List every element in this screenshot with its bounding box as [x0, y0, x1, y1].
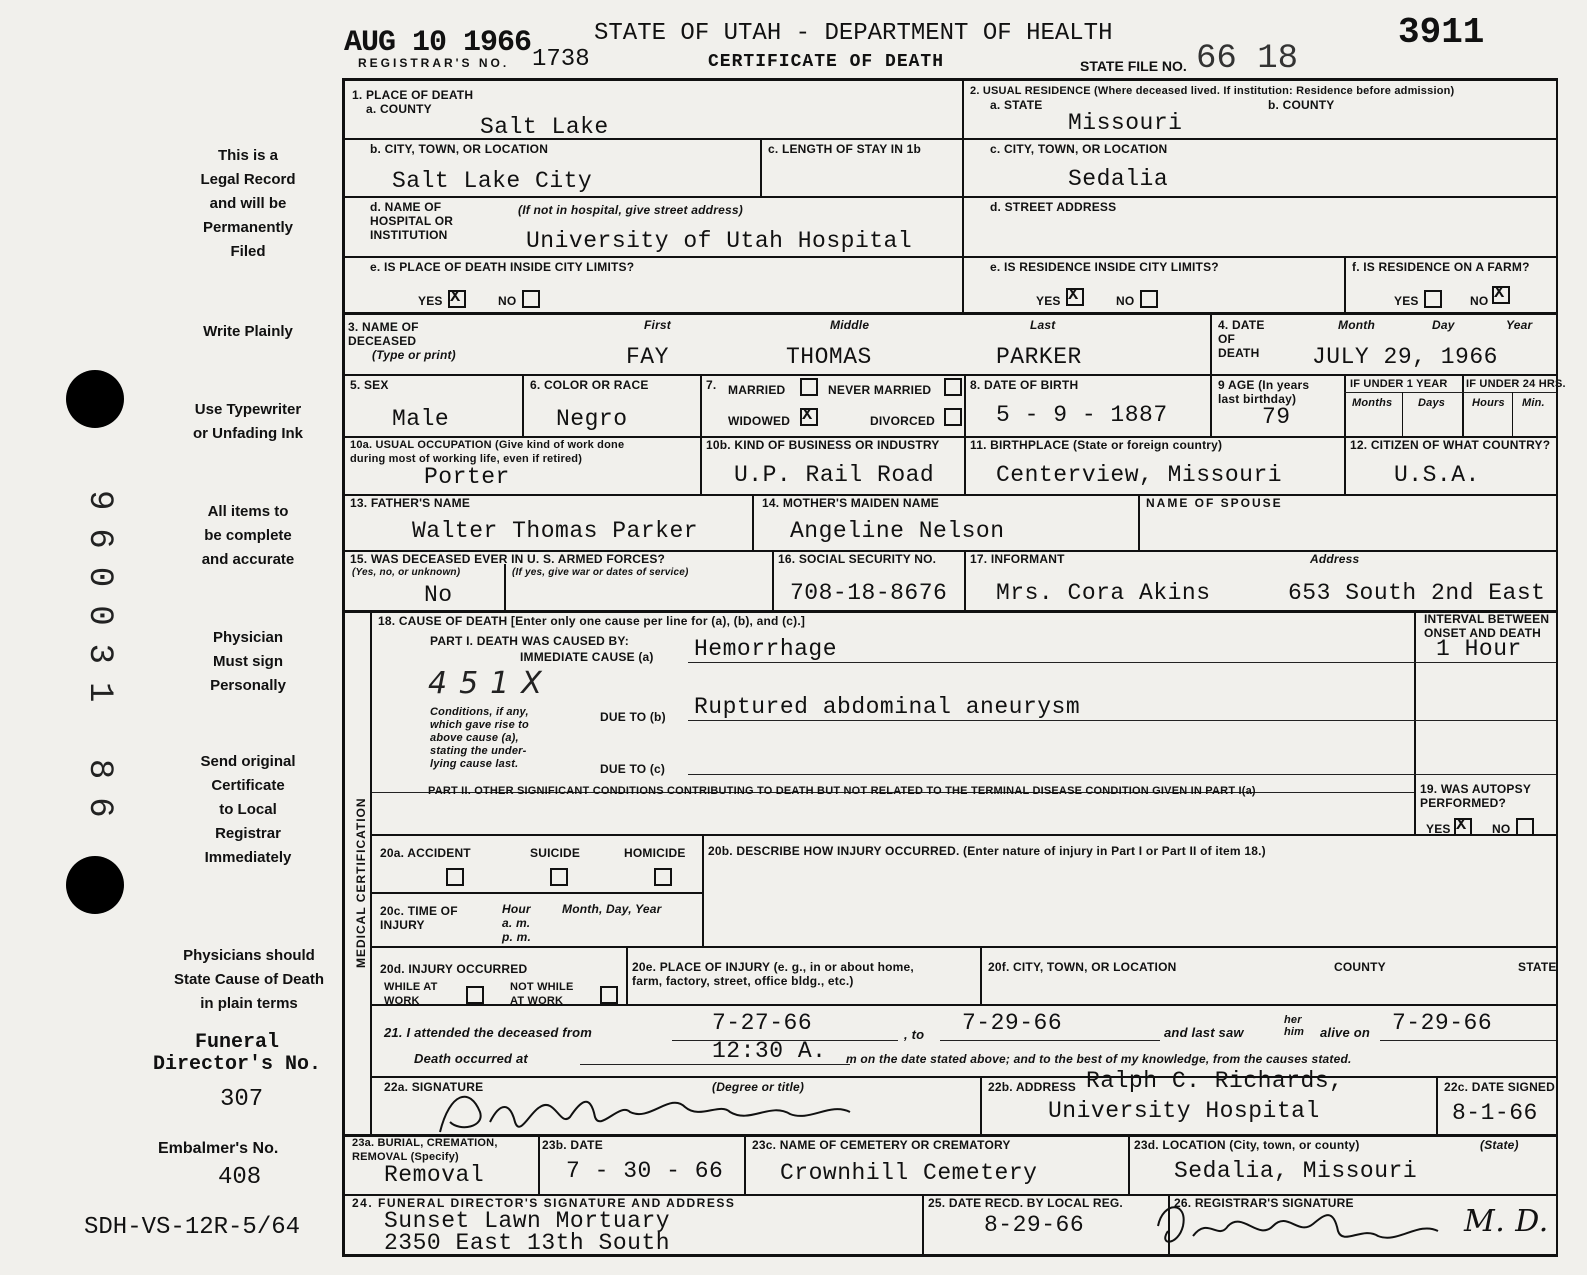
homicide-checkbox[interactable] — [654, 868, 672, 886]
label-degree: (Degree or title) — [712, 1080, 805, 1094]
funeral-director-no: 307 — [220, 1086, 264, 1113]
never-married-checkbox[interactable] — [944, 378, 962, 396]
label-type-or-print: (Type or print) — [372, 348, 456, 362]
divider — [700, 436, 702, 494]
label-married: MARRIED — [728, 383, 786, 397]
label-disposition: 23a. BURIAL, CREMATION, REMOVAL (Specify) — [352, 1137, 498, 1163]
label-res-in-city-limits: e. IS RESIDENCE INSIDE CITY LIMITS? — [990, 260, 1219, 274]
label-accident: 20a. ACCIDENT — [380, 846, 471, 860]
divider — [980, 946, 982, 1004]
label-immediate-cause: IMMEDIATE CAUSE (a) — [520, 650, 654, 664]
no-label: NO — [1492, 822, 1511, 836]
label-place-of-death: 1. PLACE OF DEATH — [352, 88, 474, 102]
autopsy-yes-checkbox[interactable] — [1454, 818, 1472, 836]
sidebar-legal-record: This is a Legal Record and will be Permanently Filed — [200, 147, 296, 260]
label-res-state: a. STATE — [990, 98, 1043, 112]
label-min: Min. — [1522, 397, 1545, 409]
value-res-city: Sedalia — [1068, 166, 1169, 192]
label-alive-on: alive on — [1320, 1025, 1371, 1040]
registrar-number: 1738 — [532, 46, 590, 73]
label-date-of-birth: 8. DATE OF BIRTH — [970, 378, 1079, 392]
divider — [1414, 720, 1556, 721]
punch-hole-bottom — [66, 856, 124, 914]
label-while-at-work: WHILE AT WORK — [384, 981, 438, 1007]
divider — [344, 256, 1556, 258]
value-citizen: U.S.A. — [1394, 462, 1480, 488]
label-hospital-note: (If not in hospital, give street address) — [518, 203, 743, 217]
label-injury-occurred: 20d. INJURY OCCURRED — [380, 962, 528, 976]
registrar-signature-suffix: M. D. — [1464, 1204, 1549, 1239]
divider — [372, 946, 1556, 948]
divider — [772, 550, 774, 610]
divider — [1344, 392, 1556, 393]
label-death-occurred-tail: m on the date stated above; and to the best of my knowledge, from the causes stated. — [846, 1052, 1352, 1066]
place-in-city-yes-checkbox[interactable] — [448, 290, 466, 308]
label-marital: 7. — [706, 378, 717, 392]
label-cemetery-location: 23d. LOCATION (City, town, or county) — [1134, 1138, 1360, 1152]
divider — [372, 834, 1556, 836]
divider — [626, 946, 628, 1004]
value-date-of-birth: 5 - 9 - 1887 — [996, 402, 1168, 428]
label-hospital: d. NAME OF HOSPITAL OR INSTITUTION — [370, 200, 454, 242]
divider — [1210, 374, 1212, 436]
divider — [1344, 374, 1346, 436]
divider — [700, 374, 702, 436]
label-day: Day — [1432, 318, 1455, 332]
embalmer-no: 408 — [218, 1164, 262, 1191]
value-cert-address-line1: Ralph C. Richards, — [1086, 1068, 1344, 1094]
label-describe-injury: 20b. DESCRIBE HOW INJURY OCCURRED. (Enter nature of injury in Part I or Part II of item 18.) — [708, 844, 1266, 858]
divider — [980, 1076, 982, 1134]
while-at-work-checkbox[interactable] — [466, 986, 484, 1004]
divider — [580, 1064, 850, 1065]
label-armed-sub2: (If yes, give war or dates of service) — [512, 567, 689, 578]
divider — [940, 1040, 1160, 1041]
funeral-director-label: Funeral Director's No. — [152, 1031, 322, 1076]
label-father: 13. FATHER'S NAME — [350, 496, 471, 510]
label-year: Year — [1506, 318, 1533, 332]
value-cert-address-line2: University Hospital — [1048, 1098, 1320, 1124]
label-months: Months — [1352, 397, 1393, 409]
divider — [1344, 436, 1346, 494]
value-mortuary-address: 2350 East 13th South — [384, 1230, 671, 1256]
value-res-state: Missouri — [1068, 110, 1183, 136]
label-sex: 5. SEX — [350, 378, 389, 392]
label-death-occurred: Death occurred at — [414, 1051, 528, 1066]
divider — [752, 494, 754, 550]
label-injury-city: 20f. CITY, TOWN, OR LOCATION — [988, 960, 1177, 974]
label-name-deceased: 3. NAME OF DECEASED — [348, 320, 419, 348]
divider — [1138, 494, 1140, 550]
value-father: Walter Thomas Parker — [412, 518, 699, 544]
label-widowed: WIDOWED — [728, 414, 791, 428]
label-date-received: 25. DATE RECD. BY LOCAL REG. — [928, 1196, 1123, 1210]
autopsy-no-checkbox[interactable] — [1516, 818, 1534, 836]
divider — [760, 138, 762, 196]
label-suicide: SUICIDE — [530, 846, 581, 860]
label-birthplace: 11. BIRTHPLACE (State or foreign country) — [970, 438, 1223, 452]
label-under-24-hrs: IF UNDER 24 HRS. — [1466, 378, 1566, 390]
divider — [1414, 662, 1556, 663]
label-days: Days — [1418, 397, 1446, 409]
divider — [964, 550, 966, 610]
label-hours: Hours — [1472, 397, 1505, 409]
value-occupation: Porter — [424, 464, 510, 490]
label-cemetery: 23c. NAME OF CEMETERY OR CREMATORY — [752, 1138, 1011, 1152]
divider — [1462, 374, 1464, 436]
label-res-on-farm: f. IS RESIDENCE ON A FARM? — [1352, 260, 1530, 274]
label-not-at-work: NOT WHILE AT WORK — [510, 981, 574, 1007]
label-occupation: 10a. USUAL OCCUPATION (Give kind of work done during most of working life, even if retired) — [350, 439, 625, 465]
label-homicide: HOMICIDE — [624, 846, 686, 860]
label-interval: INTERVAL BETWEEN ONSET AND DEATH — [1424, 612, 1550, 640]
value-last-name: PARKER — [996, 344, 1082, 370]
label-res-county: b. COUNTY — [1268, 98, 1335, 112]
suicide-checkbox[interactable] — [550, 868, 568, 886]
registrar-signature-image — [1148, 1196, 1448, 1252]
label-autopsy: 19. WAS AUTOPSY PERFORMED? — [1420, 782, 1532, 810]
divider — [344, 312, 1556, 315]
value-mother: Angeline Nelson — [790, 518, 1005, 544]
label-address: Address — [1310, 552, 1360, 566]
value-date-signed: 8-1-66 — [1452, 1100, 1538, 1126]
divider — [344, 610, 1556, 613]
divider — [922, 1194, 924, 1254]
value-mortuary-name: Sunset Lawn Mortuary — [384, 1208, 671, 1234]
frame-left — [342, 78, 345, 1256]
value-birthplace: Centerview, Missouri — [996, 462, 1283, 488]
value-date-of-death: JULY 29, 1966 — [1312, 344, 1498, 370]
divider — [1512, 392, 1513, 436]
value-first-name: FAY — [626, 344, 669, 370]
farm-yes-checkbox[interactable] — [1424, 290, 1442, 308]
label-time-of-injury: 20c. TIME OF INJURY — [380, 904, 458, 932]
label-middle: Middle — [830, 318, 870, 332]
value-city: Salt Lake City — [392, 168, 593, 194]
label-month-day-year: Month, Day, Year — [562, 902, 662, 916]
divider — [688, 662, 1414, 663]
value-cause-b: Ruptured abdominal aneurysm — [694, 694, 1081, 720]
divider — [964, 374, 966, 436]
farm-no-checkbox[interactable] — [1492, 286, 1510, 304]
divider — [688, 774, 1556, 775]
sidebar-write-plainly: Write Plainly — [203, 323, 293, 340]
value-informant: Mrs. Cora Akins — [996, 580, 1211, 606]
value-cemetery-location: Sedalia, Missouri — [1174, 1158, 1418, 1184]
divider — [372, 1076, 1556, 1078]
label-injury-state: STATE — [1518, 960, 1557, 974]
label-place-in-city-limits: e. IS PLACE OF DEATH INSIDE CITY LIMITS? — [370, 260, 635, 274]
divider — [1436, 1076, 1438, 1134]
sidebar-typewriter: Use Typewriter or Unfading Ink — [193, 401, 303, 442]
label-attended: 21. I attended the deceased from — [384, 1025, 592, 1040]
label-injury-county: COUNTY — [1334, 960, 1386, 974]
label-date-of-death: 4. DATE OF DEATH — [1218, 318, 1265, 360]
value-attended-from: 7-27-66 — [712, 1010, 813, 1036]
sidebar-send: Send original Certificate to Local Registrar Immediately — [200, 753, 296, 866]
divider — [1210, 312, 1212, 374]
yes-label: YES — [1394, 294, 1419, 308]
label-ssn: 16. SOCIAL SECURITY NO. — [778, 552, 937, 566]
punch-hole-top — [66, 370, 124, 428]
label-armed-forces: 15. WAS DECEASED EVER IN U. S. ARMED FORCES? — [350, 552, 666, 566]
no-label: NO — [1470, 294, 1489, 308]
handwritten-code: 451X — [428, 666, 554, 701]
vertical-serial-number: 960031 86 — [80, 490, 118, 836]
divider — [372, 892, 702, 894]
state-file-label: STATE FILE NO. — [1080, 58, 1187, 74]
divorced-checkbox[interactable] — [944, 408, 962, 426]
label-informant: 17. INFORMANT — [970, 552, 1065, 566]
label-age: 9 AGE (In years last birthday) — [1218, 378, 1310, 406]
divider — [1344, 256, 1346, 312]
label-mother: 14. MOTHER'S MAIDEN NAME — [762, 496, 940, 510]
label-her-him: her him — [1284, 1014, 1305, 1038]
label-registrar-signature: 26. REGISTRAR'S SIGNATURE — [1174, 1196, 1354, 1210]
label-first: First — [644, 318, 672, 332]
medical-certification-label: MEDICAL CERTIFICATION — [354, 797, 368, 968]
value-disposition-date: 7 - 30 - 66 — [566, 1158, 724, 1184]
no-label: NO — [1116, 294, 1135, 308]
label-usual-residence: 2. USUAL RESIDENCE (Where deceased lived. If institution: Residence before admission) — [970, 85, 1455, 97]
label-divorced: DIVORCED — [870, 414, 935, 428]
label-cert-address: 22b. ADDRESS — [988, 1080, 1076, 1094]
label-signature: 22a. SIGNATURE — [384, 1080, 484, 1094]
res-in-city-no-checkbox[interactable] — [1140, 290, 1158, 308]
accident-checkbox[interactable] — [446, 868, 464, 886]
place-in-city-no-checkbox[interactable] — [522, 290, 540, 308]
label-business: 10b. KIND OF BUSINESS OR INDUSTRY — [706, 438, 940, 452]
value-hospital: University of Utah Hospital — [526, 228, 913, 254]
frame-top — [342, 78, 1558, 81]
divider — [744, 1134, 746, 1194]
yes-label: YES — [1426, 822, 1451, 836]
value-armed-forces: No — [424, 582, 453, 608]
value-attended-to: 7-29-66 — [962, 1010, 1063, 1036]
frame-right — [1556, 78, 1558, 1256]
sidebar-physician: Physician Must sign Personally — [210, 629, 286, 694]
res-in-city-yes-checkbox[interactable] — [1066, 288, 1084, 306]
yes-label: YES — [418, 294, 443, 308]
label-conditions: Conditions, if any, which gave rise to above cause (a), stating the under- lying cause last. — [430, 706, 529, 770]
divider — [538, 1134, 540, 1194]
label-hour: Hour a. m. p. m. — [502, 902, 532, 944]
label-to: , to — [904, 1027, 925, 1042]
physician-signature-image — [430, 1082, 870, 1142]
value-age: 79 — [1262, 404, 1291, 430]
yes-label: YES — [1036, 294, 1061, 308]
divider — [344, 494, 1556, 496]
label-never-married: NEVER MARRIED — [828, 383, 932, 397]
value-business: U.P. Rail Road — [734, 462, 935, 488]
label-under-1-year: IF UNDER 1 YEAR — [1350, 378, 1448, 390]
divider — [1414, 612, 1416, 834]
divider — [702, 834, 704, 946]
divider — [370, 612, 372, 1134]
sidebar-plain-terms: Physicians should State Cause of Death in plain terms — [173, 947, 325, 1012]
label-last: Last — [1030, 318, 1056, 332]
label-citizen: 12. CITIZEN OF WHAT COUNTRY? — [1350, 438, 1551, 452]
value-ssn: 708-18-8676 — [790, 580, 948, 606]
value-race: Negro — [556, 406, 628, 432]
label-part2: PART II. OTHER SIGNIFICANT CONDITIONS CONTRIBUTING TO DEATH BUT NOT RELATED TO THE TERMINAL DISEASE CONDITION GIVEN IN PART I(a) — [428, 785, 1256, 797]
not-at-work-checkbox[interactable] — [600, 986, 618, 1004]
label-res-city: c. CITY, TOWN, OR LOCATION — [990, 142, 1168, 156]
label-race: 6. COLOR OR RACE — [530, 378, 649, 392]
label-last-saw: and last saw — [1164, 1025, 1244, 1040]
label-state-paren: (State) — [1480, 1138, 1519, 1152]
divider — [1380, 1040, 1556, 1041]
label-disposition-date: 23b. DATE — [542, 1138, 603, 1152]
label-county: a. COUNTY — [366, 102, 432, 116]
value-cause-a: Hemorrhage — [694, 636, 838, 662]
value-date-received: 8-29-66 — [984, 1212, 1085, 1238]
state-file-number: 66 18 — [1196, 40, 1299, 78]
label-spouse: NAME OF SPOUSE — [1146, 496, 1283, 510]
divider — [1128, 1134, 1130, 1194]
sidebar-complete: All items to be complete and accurate — [201, 503, 295, 568]
divider — [1402, 392, 1403, 436]
value-death-time: 12:30 A. — [712, 1038, 827, 1064]
divider — [344, 374, 1556, 376]
document-number: 3911 — [1398, 12, 1485, 53]
certificate-title: CERTIFICATE OF DEATH — [708, 52, 945, 72]
no-label: NO — [498, 294, 517, 308]
label-length-of-stay: c. LENGTH OF STAY IN 1b — [768, 142, 922, 156]
label-armed-sub1: (Yes, no, or unknown) — [352, 567, 461, 578]
label-street-address: d. STREET ADDRESS — [990, 200, 1117, 214]
label-cause-of-death: 18. CAUSE OF DEATH [Enter only one cause per line for (a), (b), and (c).] — [378, 614, 806, 628]
value-last-saw-date: 7-29-66 — [1392, 1010, 1493, 1036]
embalmer-label: Embalmer's No. — [158, 1140, 279, 1157]
label-city: b. CITY, TOWN, OR LOCATION — [370, 142, 549, 156]
label-due-to-b: DUE TO (b) — [600, 710, 666, 724]
divider — [688, 720, 1414, 721]
value-interval: 1 Hour — [1436, 636, 1522, 662]
value-sex: Male — [392, 406, 450, 432]
label-due-to-c: DUE TO (c) — [600, 762, 666, 776]
state-department-title: STATE OF UTAH - DEPARTMENT OF HEALTH — [594, 20, 1113, 47]
divider — [344, 196, 1556, 198]
divider — [522, 374, 524, 436]
registrar-label: REGISTRAR'S NO. — [358, 56, 510, 70]
widowed-checkbox[interactable] — [800, 408, 818, 426]
divider — [504, 564, 506, 610]
divider — [964, 436, 966, 494]
label-date-signed: 22c. DATE SIGNED — [1444, 1080, 1556, 1094]
label-month: Month — [1338, 318, 1375, 332]
married-checkbox[interactable] — [800, 378, 818, 396]
received-stamp-date: AUG 10 1966 — [344, 26, 532, 60]
label-place-of-injury: 20e. PLACE OF INJURY (e. g., in or about home, farm, factory, street, office bldg., etc.) — [632, 960, 914, 988]
value-disposition: Removal — [384, 1162, 485, 1188]
value-county: Salt Lake — [480, 114, 609, 140]
label-funeral-director: 24. FUNERAL DIRECTOR'S SIGNATURE AND ADDRESS — [352, 1196, 736, 1210]
value-cemetery: Crownhill Cemetery — [780, 1160, 1038, 1186]
value-informant-address: 653 South 2nd East — [1288, 580, 1546, 606]
value-middle-name: THOMAS — [786, 344, 872, 370]
label-part1: PART I. DEATH WAS CAUSED BY: — [430, 634, 629, 648]
form-code: SDH-VS-12R-5/64 — [84, 1214, 301, 1241]
